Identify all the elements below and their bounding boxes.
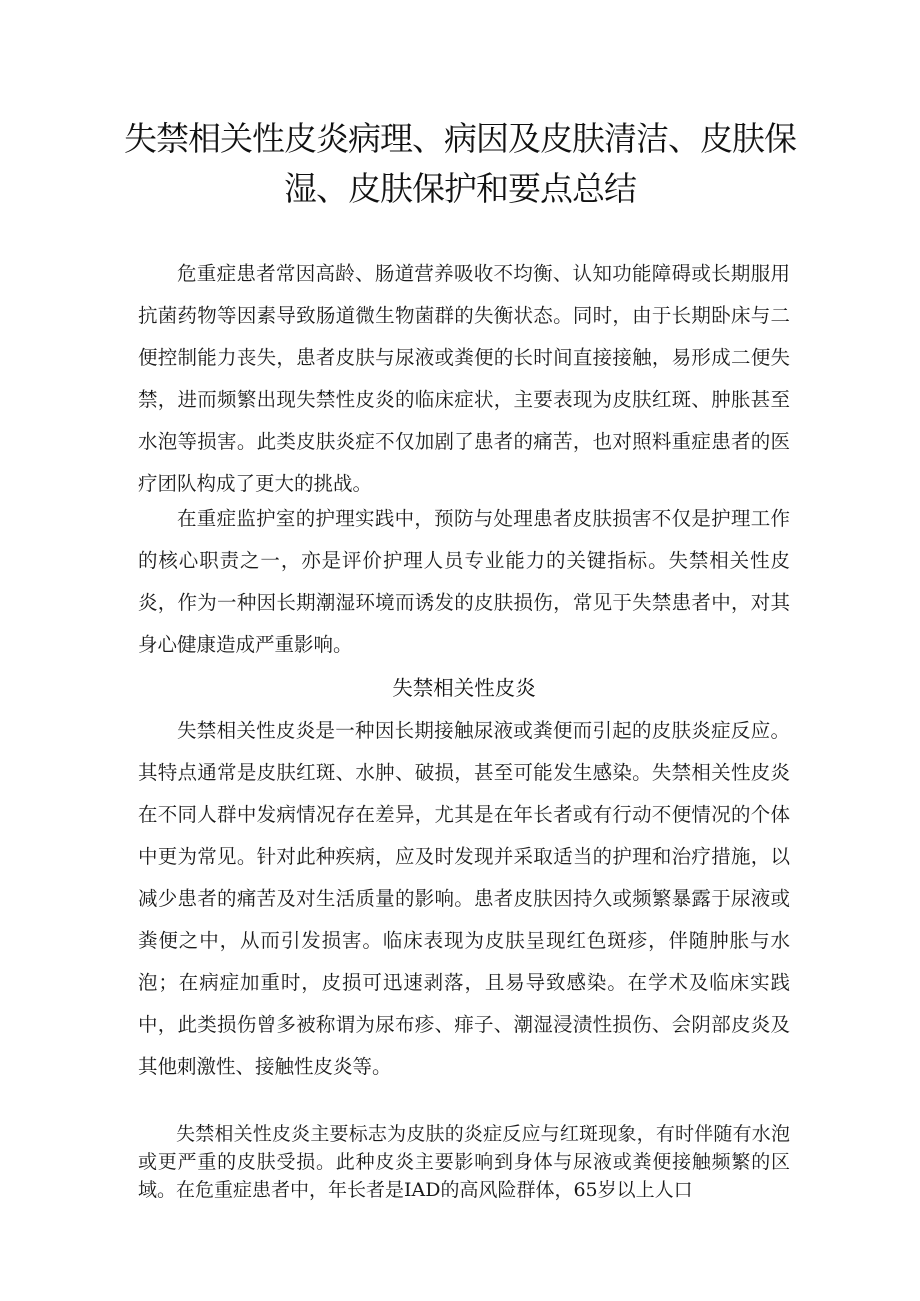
paragraph-iad-features: 失禁相关性皮炎主要标志为皮肤的炎症反应与红斑现象，有时伴随有水泡或更严重的皮肤受损。此种皮炎主要影响到身体与尿液或粪便接触频繁的区域。在危重症患者中，年长者是IAD的高风险群体，65岁以上人口 xyxy=(138,1123,790,1201)
section-heading: 失禁相关性皮炎 xyxy=(392,676,536,700)
document-title: 失禁相关性皮炎病理、病因及皮肤清洁、皮肤保湿、皮肤保护和要点总结 xyxy=(124,119,796,208)
paragraph-icu-practice: 在重症监护室的护理实践中，预防与处理患者皮肤损害不仅是护理工作的核心职责之一，亦是评价护理人员专业能力的关键指标。失禁相关性皮炎，作为一种因长期潮湿环境而诱发的皮肤损伤，常见于失禁患者中，对其身心健康造成严重影响。 xyxy=(138,507,790,656)
paragraph-iad-definition: 失禁相关性皮炎是一种因长期接触尿液或粪便而引起的皮肤炎症反应。其特点通常是皮肤红斑、水肿、破损，甚至可能发生感染。失禁相关性皮炎在不同人群中发病情况存在差异，尤其是在年长者或有行动不便情况的个体中更为常见。针对此种疾病，应及时发现并采取适当的护理和治疗措施，以减少患者的痛苦及对生活质量的影响。患者皮肤因持久或频繁暴露于尿液或粪便之中，从而引发损害。临床表现为皮肤呈现红色斑疹，伴随肿胀与水泡；在病症加重时，皮损可迅速剥落，且易导致感染。在学术及临床实践中，此类损伤曾多被称谓为尿布疹、痱子、潮湿浸渍性损伤、会阴部皮炎及其他刺激性、接触性皮炎等。 xyxy=(138,719,790,1078)
paragraph-intro: 危重症患者常因高龄、肠道营养吸收不均衡、认知功能障碍或长期服用抗菌药物等因素导致肠道微生物菌群的失衡状态。同时，由于长期卧床与二便控制能力丧失，患者皮肤与尿液或粪便的长时间直接接触，易形成二便失禁，进而频繁出现失禁性皮炎的临床症状，主要表现为皮肤红斑、肿胀甚至水泡等损害。此类皮肤炎症不仅加剧了患者的痛苦，也对照料重症患者的医疗团队构成了更大的挑战。 xyxy=(138,262,790,495)
